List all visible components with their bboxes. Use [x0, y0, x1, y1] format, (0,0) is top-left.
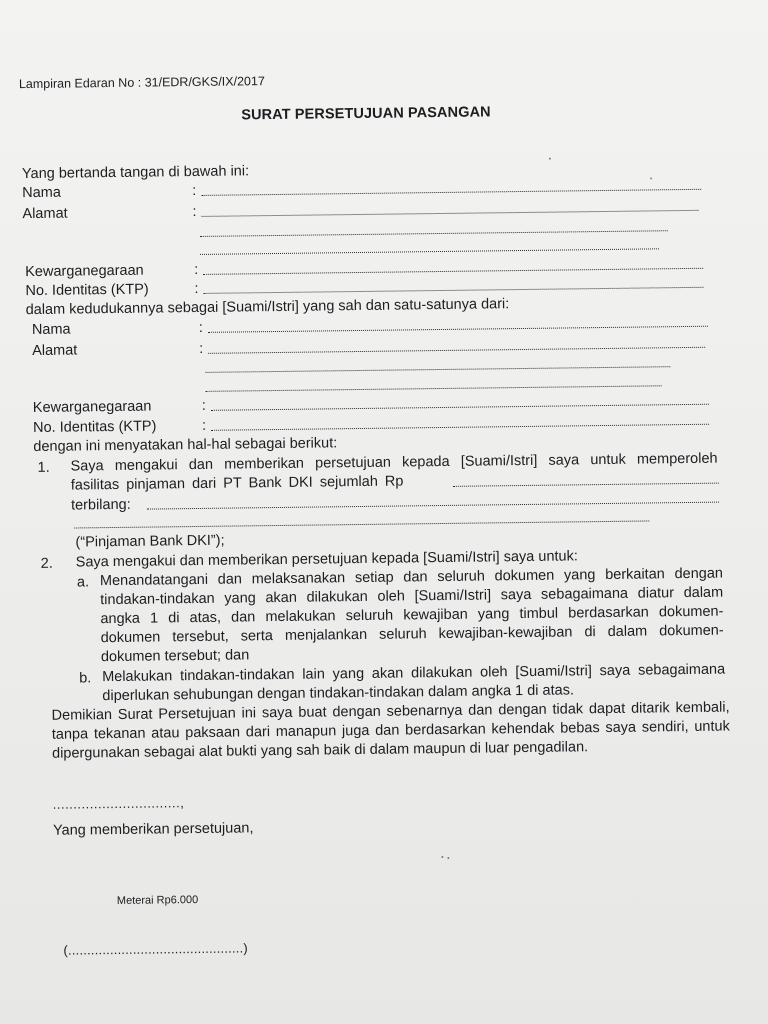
label-nama-1: Nama: [22, 184, 62, 202]
fill-line-alamat-1c[interactable]: [200, 248, 659, 255]
scan-speck: [447, 857, 449, 859]
label-kewarganegaraan-2: Kewarganegaraan: [32, 398, 152, 416]
item-1-line-5: (“Pinjaman Bank DKI”);: [75, 532, 225, 551]
item-1-line-1: Saya mengakui dan memberikan persetujuan kepada [Suami/Istri] saya untuk memperoleh: [70, 450, 718, 475]
colon-nama-1: :: [192, 182, 197, 200]
fill-line-terbilang-b[interactable]: [74, 520, 649, 528]
colon-kewarganegaraan-1: :: [194, 261, 199, 279]
page-title: SURAT PERSETUJUAN PASANGAN: [241, 104, 491, 124]
statement-intro: dengan ini menyatakan hal-hal sebagai berikut:: [33, 435, 338, 455]
fill-line-alamat-1a[interactable]: [202, 210, 699, 217]
relation-text: dalam kedudukannya sebagai [Suami/Istri] yang sah dan satu-satunya dari:: [25, 296, 510, 319]
closing-line-3: dipergunakan sebagai alat bukti yang sah baik di dalam maupun di luar pengadilan.: [51, 739, 589, 762]
item-2a-line-4: dokumen tersebut, serta menjalankan seluruh kewajiban-kewajiban di dalam dokumen-: [100, 622, 724, 647]
label-identitas-1: No. Identitas (KTP): [25, 281, 149, 300]
scan-speck: [441, 856, 443, 858]
label-nama-2: Nama: [31, 321, 71, 338]
fill-line-identitas-1[interactable]: [203, 287, 703, 294]
fill-line-nama-2[interactable]: [208, 326, 708, 333]
label-alamat-1: Alamat: [22, 205, 68, 223]
fill-line-kewarganegaraan-2[interactable]: [211, 404, 709, 411]
item-2b-line-2: diperlukan sehubungan dengan tindakan-tindakan dalam angka 1 di atas.: [102, 682, 575, 705]
fill-line-kewarganegaraan-1[interactable]: [203, 268, 703, 275]
colon-kewarganegaraan-2: :: [201, 397, 206, 414]
colon-identitas-1: :: [194, 280, 199, 298]
closing-line-2: tanpa tekanan atau paksaan dari manapun juga dan berdasarkan kehendak bebas saya sendiri, untuk: [51, 718, 730, 743]
item-2-intro: Saya mengakui dan memberikan persetujuan kepada [Suami/Istri] saya untuk:: [75, 548, 578, 571]
colon-alamat-1: :: [192, 203, 197, 221]
fill-line-alamat-2a[interactable]: [208, 347, 705, 354]
scan-speck: [549, 158, 551, 160]
fill-line-alamat-2b[interactable]: [205, 366, 670, 373]
item-2a-line-5: dokumen tersebut; dan: [100, 647, 250, 666]
fill-line-alamat-2c[interactable]: [206, 385, 662, 392]
fill-line-nama-1[interactable]: [201, 189, 701, 196]
meterai-stamp-label: Meterai Rp6.000: [116, 894, 199, 907]
item-2a-line-1: Menandatangani dan melaksanakan setiap dan seluruh dokumen yang berkaitan dengan: [99, 565, 724, 590]
colon-alamat-2: :: [199, 340, 204, 357]
signature-name-field[interactable]: (..............................................): [63, 940, 248, 958]
scan-speck: [650, 177, 652, 179]
fill-line-terbilang-a[interactable]: [147, 502, 719, 510]
closing-line-1: Demikian Surat Persetujuan ini saya buat dengan sebenarnya dan dengan tidak dapat ditarik kembali,: [51, 699, 730, 724]
item-2a-line-3: angka 1 di atas, dan melakukan seluruh kewajiban yang timbul berdasarkan dokumen-: [100, 603, 724, 628]
item-2-number: 2.: [40, 555, 53, 572]
item-2a-line-2: tindakan-tindakan yang akan dilakukan oleh [Suami/Istri] saya sebagaimana diatur dalam: [100, 584, 724, 609]
place-date-field[interactable]: ...............................,: [52, 795, 185, 812]
signature-giver-label: Yang memberikan persetujuan,: [52, 820, 254, 839]
fill-line-identitas-2[interactable]: [211, 424, 709, 431]
intro-text: Yang bertanda tangan di bawah ini:: [21, 163, 250, 183]
reference-number: Lampiran Edaran No : 31/EDR/GKS/IX/2017: [18, 74, 265, 92]
fill-line-amount[interactable]: [453, 483, 719, 487]
fill-line-alamat-1b[interactable]: [200, 230, 668, 237]
item-2b-line-1: Melakukan tindakan-tindakan lain yang akan dilakukan oleh [Suami/Istri] saya sebagaimana: [102, 661, 726, 686]
item-2b-label: b.: [79, 670, 92, 687]
label-alamat-2: Alamat: [32, 342, 78, 359]
item-1-line-2: fasilitas pinjaman dari PT Bank DKI sejumlah Rp: [70, 473, 404, 494]
item-1-number: 1.: [37, 459, 50, 476]
colon-identitas-2: :: [201, 417, 207, 434]
label-identitas-2: No. Identitas (KTP): [32, 418, 157, 436]
item-2a-label: a.: [76, 574, 90, 591]
colon-nama-2: :: [198, 319, 204, 336]
item-1-line-3: terbilang:: [70, 496, 131, 514]
label-kewarganegaraan-1: Kewarganegaraan: [25, 262, 144, 281]
